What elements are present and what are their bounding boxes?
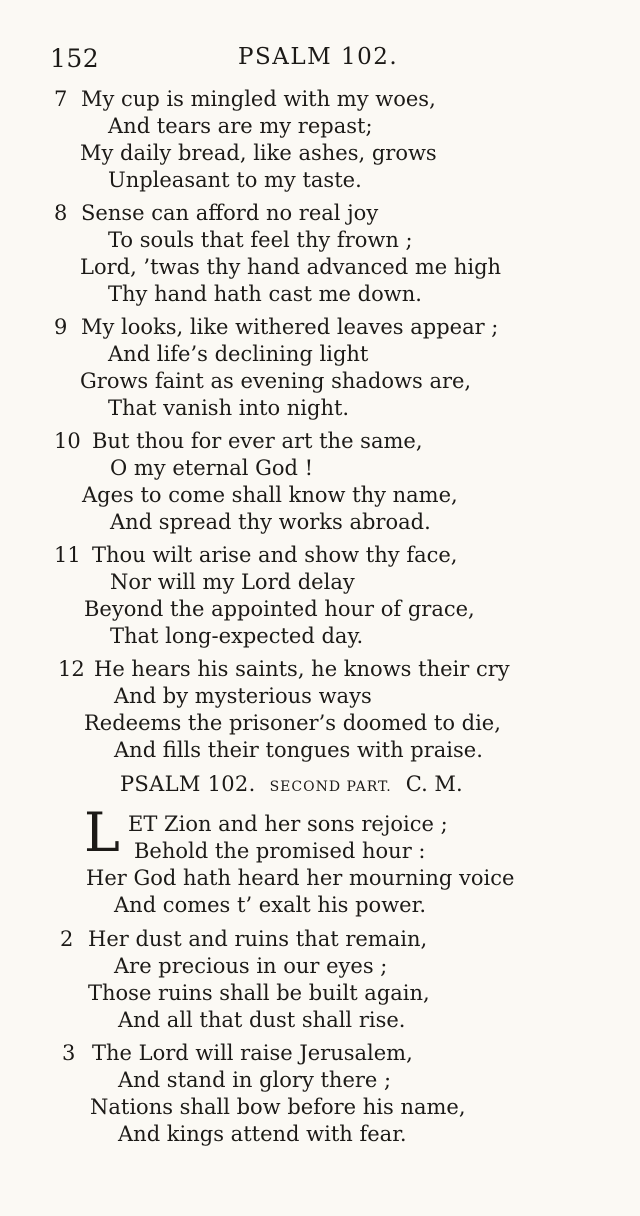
verse-line: That vanish into night. xyxy=(108,396,350,420)
verse-line: Those ruins shall be built again, xyxy=(88,981,430,1005)
verse-line: And spread thy works abroad. xyxy=(110,510,431,534)
stanza-number: 2 xyxy=(60,927,74,951)
verse-line: Beyond the appointed hour of grace, xyxy=(84,597,475,621)
verse-line: Sense can afford no real joy xyxy=(81,201,379,225)
verse-line: Her dust and ruins that remain, xyxy=(88,927,428,951)
verse-line: My looks, like withered leaves appear ; xyxy=(81,315,499,339)
verse-line: And fills their tongues with praise. xyxy=(114,738,483,762)
verse-line: And life’s declining light xyxy=(108,342,369,366)
verse-line: He hears his saints, he knows their cry xyxy=(94,657,510,681)
verse-line: Lord, ’twas thy hand advanced me high xyxy=(80,255,502,279)
stanza-number: 12 xyxy=(58,657,85,681)
verse-line: To souls that feel thy frown ; xyxy=(108,228,413,252)
verse-line: My cup is mingled with my woes, xyxy=(81,87,436,111)
verse-line: O my eternal God ! xyxy=(110,456,314,480)
drop-cap: L xyxy=(84,801,120,864)
stanza-number: 7 xyxy=(54,87,68,111)
verse-line: And by mysterious ways xyxy=(114,684,372,708)
stanza-number: 9 xyxy=(54,315,68,339)
verse-line: Her God hath heard her mourning voice xyxy=(86,866,515,890)
page-header xyxy=(50,44,610,80)
verse-line: Ages to come shall know thy name, xyxy=(82,483,458,507)
page-number: 152 xyxy=(50,44,100,73)
verse-line: ET Zion and her sons rejoice ; xyxy=(128,812,448,836)
section-title: PSALM 102. xyxy=(120,772,256,796)
verse-line: Redeems the prisoner’s doomed to die, xyxy=(84,711,501,735)
verse-line: And tears are my repast; xyxy=(108,114,373,138)
verse-line: And all that dust shall rise. xyxy=(118,1008,406,1032)
stanza-number: 8 xyxy=(54,201,68,225)
verse-line: Nor will my Lord delay xyxy=(110,570,355,594)
section-part: SECOND PART. xyxy=(269,779,392,795)
verse-line: Nations shall bow before his name, xyxy=(90,1095,466,1119)
verse-line: Unpleasant to my taste. xyxy=(108,168,362,192)
verse-line: Thou wilt arise and show thy face, xyxy=(92,543,458,567)
verse-line: The Lord will raise Jerusalem, xyxy=(92,1041,413,1065)
verse-line: And stand in glory there ; xyxy=(118,1068,392,1092)
running-head: PSALM 102. xyxy=(238,44,399,70)
section-heading xyxy=(120,772,600,802)
verse-line: And comes t’ exalt his power. xyxy=(114,893,427,917)
stanza-number: 3 xyxy=(62,1041,76,1065)
verse-line: My daily bread, like ashes, grows xyxy=(80,141,437,165)
verse-line: That long-expected day. xyxy=(110,624,364,648)
verse-line: Grows faint as evening shadows are, xyxy=(80,369,472,393)
verse-line: And kings attend with fear. xyxy=(118,1122,407,1146)
verse-line: Behold the promised hour : xyxy=(134,839,426,863)
verse-line: Thy hand hath cast me down. xyxy=(108,282,422,306)
section-meter: C. M. xyxy=(405,772,463,796)
verse-line: Are precious in our eyes ; xyxy=(114,954,388,978)
stanza-number: 10 xyxy=(54,429,81,453)
stanza-number: 11 xyxy=(54,543,81,567)
verse-line: But thou for ever art the same, xyxy=(92,429,423,453)
